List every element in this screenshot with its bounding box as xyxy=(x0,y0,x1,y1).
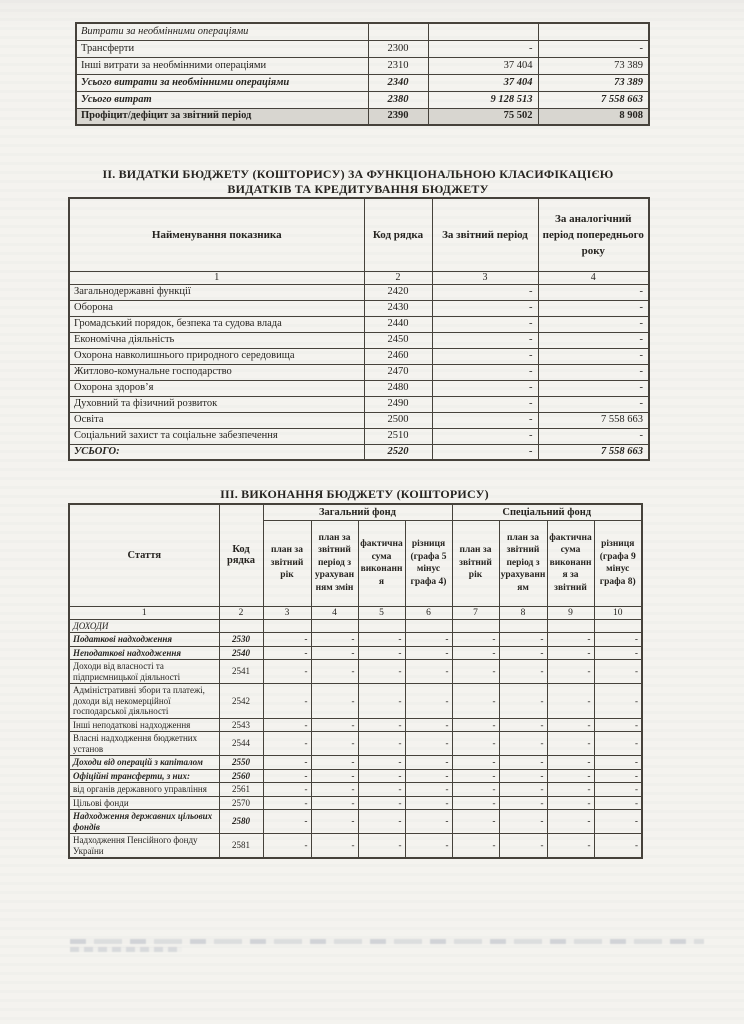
row-value-cell xyxy=(547,619,594,633)
row-value-cell: - xyxy=(263,834,311,859)
row-value-cell: - xyxy=(311,810,358,834)
row-label-cell: Інші неподаткові надходження xyxy=(69,718,219,732)
row-previous-period-cell: - xyxy=(538,316,649,332)
col-header-previous xyxy=(538,198,649,271)
row-code-cell: 2580 xyxy=(219,810,263,834)
row-previous-period-cell: - xyxy=(538,348,649,364)
row-label-cell: Профіцит/дефіцит за звітний період xyxy=(76,108,368,125)
scan-artifact-fragment xyxy=(70,947,182,952)
row-code-cell: 2561 xyxy=(219,783,263,797)
row-value-cell: - xyxy=(358,732,405,756)
row-code-cell: 2520 xyxy=(364,444,432,460)
sub-header-plan-period: план за звітний період з урахуванням змін xyxy=(311,520,358,606)
row-report-period-cell: - xyxy=(432,412,538,428)
row-value-cell: - xyxy=(452,810,499,834)
row-code-cell: 2380 xyxy=(368,91,428,108)
row-label-cell: Економічна діяльність xyxy=(69,332,364,348)
row-code-cell: 2440 xyxy=(364,316,432,332)
row-value-cell: - xyxy=(311,769,358,783)
table-row xyxy=(69,756,642,770)
row-label-cell: Податкові надходження xyxy=(69,633,219,647)
row-value-cell: - xyxy=(263,684,311,719)
row-label-cell: Витрати за необмінними операціями xyxy=(76,23,368,40)
table-row xyxy=(76,57,649,74)
row-report-period-cell: - xyxy=(432,444,538,460)
row-previous-period-cell: 8 908 xyxy=(538,108,649,125)
row-report-period-cell: - xyxy=(432,348,538,364)
row-value-cell: - xyxy=(499,732,547,756)
row-value-cell: - xyxy=(311,732,358,756)
row-value-cell: - xyxy=(499,718,547,732)
row-value-cell xyxy=(452,619,499,633)
row-code-cell: 2310 xyxy=(368,57,428,74)
table-row xyxy=(69,796,642,810)
sub-header-plan-period-spec: план за звітний період з урахуванням xyxy=(499,520,547,606)
col-header-period: За звітний період xyxy=(432,198,538,271)
row-value-cell: - xyxy=(452,633,499,647)
row-report-period-cell: - xyxy=(432,300,538,316)
row-value-cell: - xyxy=(594,732,642,756)
table-row xyxy=(76,108,649,125)
row-value-cell: - xyxy=(311,633,358,647)
row-value-cell: - xyxy=(358,718,405,732)
table-row xyxy=(69,300,649,316)
scan-artifact-line xyxy=(70,939,704,944)
row-value-cell: - xyxy=(405,756,452,770)
group-header-general-fund: Загальний фонд xyxy=(263,504,452,520)
column-numbers-row xyxy=(69,606,642,619)
row-value-cell: - xyxy=(499,796,547,810)
row-value-cell: - xyxy=(358,810,405,834)
row-value-cell: - xyxy=(499,756,547,770)
column-number: 7 xyxy=(452,606,499,619)
row-code-cell: 2430 xyxy=(364,300,432,316)
row-label-cell: Надходження державних цільових фондів xyxy=(69,810,219,834)
row-value-cell: - xyxy=(358,769,405,783)
row-value-cell: - xyxy=(594,718,642,732)
row-value-cell: - xyxy=(405,810,452,834)
row-value-cell: - xyxy=(594,646,642,660)
table-row xyxy=(69,660,642,684)
row-value-cell: - xyxy=(452,796,499,810)
functional-classification-body xyxy=(69,284,649,460)
row-value-cell xyxy=(594,619,642,633)
row-label-cell: Охорона здоров’я xyxy=(69,380,364,396)
section2-title-line1: ІІ. ВИДАТКИ БЮДЖЕТУ (КОШТОРИСУ) ЗА ФУНКЦІОНАЛЬНОЮ КЛАСИФІКАЦІЄЮ xyxy=(102,167,614,181)
row-value-cell xyxy=(499,619,547,633)
col-header-code: Код рядка xyxy=(364,198,432,271)
row-code-cell: 2420 xyxy=(364,284,432,300)
row-code-cell xyxy=(219,619,263,633)
expenses-summary-table xyxy=(75,22,650,126)
row-value-cell: - xyxy=(499,810,547,834)
row-value-cell: - xyxy=(405,732,452,756)
row-value-cell: - xyxy=(594,633,642,647)
row-value-cell: - xyxy=(405,834,452,859)
header-row xyxy=(69,198,649,271)
column-number: 6 xyxy=(405,606,452,619)
row-value-cell: - xyxy=(547,769,594,783)
row-value-cell: - xyxy=(358,684,405,719)
row-previous-period-cell: - xyxy=(538,300,649,316)
row-label-cell: Власні надходження бюджетних установ xyxy=(69,732,219,756)
row-code-cell: 2550 xyxy=(219,756,263,770)
row-code-cell: 2340 xyxy=(368,74,428,91)
group-header-special-fund: Спеціальний фонд xyxy=(452,504,642,520)
row-value-cell: - xyxy=(405,769,452,783)
table-row xyxy=(69,732,642,756)
row-code-cell: 2480 xyxy=(364,380,432,396)
row-value-cell xyxy=(405,619,452,633)
table-row xyxy=(69,412,649,428)
row-previous-period-cell: - xyxy=(538,364,649,380)
row-value-cell: - xyxy=(594,684,642,719)
section2-title-line2: ВИДАТКІВ ТА КРЕДИТУВАННЯ БЮДЖЕТУ xyxy=(227,181,489,196)
row-value-cell: - xyxy=(547,732,594,756)
row-value-cell: - xyxy=(358,783,405,797)
row-value-cell: - xyxy=(452,646,499,660)
row-report-period-cell: - xyxy=(432,364,538,380)
section3-title: ІІІ. ВИКОНАННЯ БЮДЖЕТУ (КОШТОРИСУ) xyxy=(220,487,489,501)
table-row xyxy=(69,332,649,348)
row-code-cell: 2470 xyxy=(364,364,432,380)
table-row xyxy=(69,633,642,647)
row-value-cell: - xyxy=(358,834,405,859)
row-label-cell: Громадський порядок, безпека та судова влада xyxy=(69,316,364,332)
row-value-cell: - xyxy=(547,646,594,660)
row-value-cell: - xyxy=(452,834,499,859)
row-previous-period-cell: 7 558 663 xyxy=(538,412,649,428)
functional-classification-table xyxy=(68,197,650,461)
row-label-cell: Усього витрати за необмінними операціями xyxy=(76,74,368,91)
row-value-cell: - xyxy=(452,783,499,797)
row-previous-period-cell: 7 558 663 xyxy=(538,91,649,108)
row-code-cell: 2542 xyxy=(219,684,263,719)
table-row xyxy=(76,91,649,108)
column-number: 5 xyxy=(358,606,405,619)
row-report-period-cell: - xyxy=(432,284,538,300)
row-label-cell: Неподаткові надходження xyxy=(69,646,219,660)
row-value-cell: - xyxy=(594,834,642,859)
column-number: 10 xyxy=(594,606,642,619)
table-row xyxy=(69,810,642,834)
row-value-cell: - xyxy=(499,660,547,684)
row-value-cell: - xyxy=(405,718,452,732)
row-value-cell: - xyxy=(594,796,642,810)
row-value-cell: - xyxy=(263,732,311,756)
row-value-cell: - xyxy=(594,756,642,770)
row-value-cell: - xyxy=(358,660,405,684)
table-row xyxy=(69,834,642,859)
table-row xyxy=(69,428,649,444)
table-row xyxy=(69,284,649,300)
row-value-cell: - xyxy=(263,756,311,770)
row-previous-period-cell: - xyxy=(538,284,649,300)
sub-header-actual: фактична сума виконання xyxy=(358,520,405,606)
row-label-cell: Доходи від власності та підприємницької діяльності xyxy=(69,660,219,684)
row-value-cell: - xyxy=(499,633,547,647)
row-label-cell: Освіта xyxy=(69,412,364,428)
row-value-cell: - xyxy=(311,646,358,660)
column-number: 1 xyxy=(69,606,219,619)
row-label-cell: Охорона навколишнього природного середовища xyxy=(69,348,364,364)
table-row xyxy=(69,364,649,380)
row-report-period-cell: - xyxy=(432,332,538,348)
row-value-cell: - xyxy=(263,796,311,810)
table-row xyxy=(76,23,649,40)
row-label-cell: від органів державного управління xyxy=(69,783,219,797)
column-number: 1 xyxy=(69,271,364,284)
row-code-cell: 2543 xyxy=(219,718,263,732)
sub-header-difference-spec: різниця (графа 9 мінус графа 8) xyxy=(594,520,642,606)
row-label-cell: Трансферти xyxy=(76,40,368,57)
column-number: 3 xyxy=(432,271,538,284)
section2-title xyxy=(62,167,654,196)
row-label-cell: Інші витрати за необмінними операціями xyxy=(76,57,368,74)
row-code-cell: 2570 xyxy=(219,796,263,810)
sub-header-plan-year: план за звітний рік xyxy=(263,520,311,606)
row-value-cell: - xyxy=(499,684,547,719)
row-value-cell: - xyxy=(405,796,452,810)
column-number: 8 xyxy=(499,606,547,619)
row-value-cell: - xyxy=(547,718,594,732)
row-value-cell: - xyxy=(547,756,594,770)
row-label-cell: Соціальний захист та соціальне забезпечення xyxy=(69,428,364,444)
row-code-cell xyxy=(368,23,428,40)
row-value-cell: - xyxy=(263,769,311,783)
row-value-cell: - xyxy=(499,783,547,797)
budget-execution-table xyxy=(68,503,643,859)
row-value-cell: - xyxy=(499,769,547,783)
column-number: 2 xyxy=(364,271,432,284)
row-value-cell: - xyxy=(311,756,358,770)
row-previous-period-cell: - xyxy=(538,380,649,396)
row-value-cell: - xyxy=(452,660,499,684)
row-code-cell: 2541 xyxy=(219,660,263,684)
row-code-cell: 2581 xyxy=(219,834,263,859)
table-row xyxy=(69,444,649,460)
row-value-cell xyxy=(358,619,405,633)
row-value-cell: - xyxy=(452,684,499,719)
row-label-cell: Адміністративні збори та платежі, доходи від некомерційної господарської діяльності xyxy=(69,684,219,719)
row-label-cell: Житлово-комунальне господарство xyxy=(69,364,364,380)
row-value-cell: - xyxy=(263,660,311,684)
row-report-period-cell: 75 502 xyxy=(428,108,538,125)
row-value-cell: - xyxy=(547,660,594,684)
row-value-cell: - xyxy=(594,660,642,684)
row-value-cell: - xyxy=(547,810,594,834)
column-numbers-row xyxy=(69,271,649,284)
table-row xyxy=(69,783,642,797)
row-value-cell: - xyxy=(311,660,358,684)
row-code-cell: 2540 xyxy=(219,646,263,660)
row-value-cell: - xyxy=(311,834,358,859)
row-code-cell: 2510 xyxy=(364,428,432,444)
row-report-period-cell xyxy=(428,23,538,40)
row-report-period-cell: - xyxy=(432,396,538,412)
row-report-period-cell: 37 404 xyxy=(428,74,538,91)
col-header-previous-text: За аналогічний період попереднього року xyxy=(542,212,644,257)
sub-header-actual-spec: фактична сума виконання за звітний xyxy=(547,520,594,606)
row-previous-period-cell: - xyxy=(538,396,649,412)
row-label-cell: Духовний та фізичний розвиток xyxy=(69,396,364,412)
row-value-cell: - xyxy=(405,783,452,797)
row-previous-period-cell: - xyxy=(538,40,649,57)
row-report-period-cell: 37 404 xyxy=(428,57,538,74)
row-value-cell: - xyxy=(452,732,499,756)
row-label-cell: ДОХОДИ xyxy=(69,619,219,633)
row-label-cell: УСЬОГО: xyxy=(69,444,364,460)
row-code-cell: 2490 xyxy=(364,396,432,412)
row-code-cell: 2544 xyxy=(219,732,263,756)
row-previous-period-cell: 73 389 xyxy=(538,57,649,74)
row-code-cell: 2460 xyxy=(364,348,432,364)
row-code-cell: 2530 xyxy=(219,633,263,647)
row-value-cell: - xyxy=(547,834,594,859)
table-row xyxy=(69,646,642,660)
table-row xyxy=(69,396,649,412)
row-value-cell: - xyxy=(452,718,499,732)
table-row xyxy=(69,769,642,783)
row-previous-period-cell: - xyxy=(538,332,649,348)
column-number: 3 xyxy=(263,606,311,619)
row-value-cell: - xyxy=(405,684,452,719)
row-value-cell xyxy=(311,619,358,633)
row-previous-period-cell: 7 558 663 xyxy=(538,444,649,460)
table-row xyxy=(69,619,642,633)
row-value-cell: - xyxy=(358,646,405,660)
row-report-period-cell: - xyxy=(432,316,538,332)
row-label-cell: Загальнодержавні функції xyxy=(69,284,364,300)
row-code-cell: 2300 xyxy=(368,40,428,57)
sub-header-difference: різниця (графа 5 мінус графа 4) xyxy=(405,520,452,606)
row-value-cell: - xyxy=(499,834,547,859)
row-label-cell: Усього витрат xyxy=(76,91,368,108)
row-code-cell: 2390 xyxy=(368,108,428,125)
column-number: 9 xyxy=(547,606,594,619)
row-value-cell: - xyxy=(358,633,405,647)
row-value-cell: - xyxy=(547,783,594,797)
row-value-cell: - xyxy=(311,684,358,719)
column-number: 4 xyxy=(311,606,358,619)
row-label-cell: Доходи від операцій з капіталом xyxy=(69,756,219,770)
row-value-cell: - xyxy=(358,796,405,810)
row-value-cell: - xyxy=(263,633,311,647)
row-value-cell: - xyxy=(405,646,452,660)
row-previous-period-cell: - xyxy=(538,428,649,444)
row-report-period-cell: 9 128 513 xyxy=(428,91,538,108)
table-row xyxy=(69,718,642,732)
table-row xyxy=(69,348,649,364)
col-header-article: Стаття xyxy=(69,504,219,606)
col-header-name: Найменування показника xyxy=(69,198,364,271)
row-previous-period-cell xyxy=(538,23,649,40)
row-value-cell: - xyxy=(405,633,452,647)
row-value-cell: - xyxy=(594,769,642,783)
table-row xyxy=(69,684,642,719)
row-value-cell: - xyxy=(311,718,358,732)
row-label-cell: Надходження Пенсійного фонду України xyxy=(69,834,219,859)
expenses-summary-body xyxy=(76,23,649,125)
row-previous-period-cell: 73 389 xyxy=(538,74,649,91)
row-value-cell: - xyxy=(452,769,499,783)
row-report-period-cell: - xyxy=(428,40,538,57)
column-number: 4 xyxy=(538,271,649,284)
fund-group-row xyxy=(69,504,642,520)
row-report-period-cell: - xyxy=(432,380,538,396)
row-value-cell: - xyxy=(263,718,311,732)
sub-header-plan-year-spec: план за звітний рік xyxy=(452,520,499,606)
column-number: 2 xyxy=(219,606,263,619)
row-code-cell: 2450 xyxy=(364,332,432,348)
col-header-code: Код рядка xyxy=(219,504,263,606)
row-value-cell: - xyxy=(263,646,311,660)
row-value-cell: - xyxy=(263,810,311,834)
row-label-cell: Офіційні трансферти, з них: xyxy=(69,769,219,783)
row-label-cell: Оборона xyxy=(69,300,364,316)
row-value-cell xyxy=(263,619,311,633)
table-row xyxy=(69,316,649,332)
row-value-cell: - xyxy=(499,646,547,660)
row-value-cell: - xyxy=(263,783,311,797)
budget-execution-body xyxy=(69,619,642,858)
row-value-cell: - xyxy=(405,660,452,684)
table-row xyxy=(76,40,649,57)
row-report-period-cell: - xyxy=(432,428,538,444)
row-code-cell: 2560 xyxy=(219,769,263,783)
row-value-cell: - xyxy=(547,633,594,647)
row-value-cell: - xyxy=(547,796,594,810)
table-row xyxy=(69,380,649,396)
row-code-cell: 2500 xyxy=(364,412,432,428)
row-value-cell: - xyxy=(311,783,358,797)
row-value-cell: - xyxy=(311,796,358,810)
row-value-cell: - xyxy=(547,684,594,719)
table-row xyxy=(76,74,649,91)
row-value-cell: - xyxy=(452,756,499,770)
row-value-cell: - xyxy=(594,810,642,834)
row-value-cell: - xyxy=(594,783,642,797)
row-label-cell: Цільові фонди xyxy=(69,796,219,810)
row-value-cell: - xyxy=(358,756,405,770)
